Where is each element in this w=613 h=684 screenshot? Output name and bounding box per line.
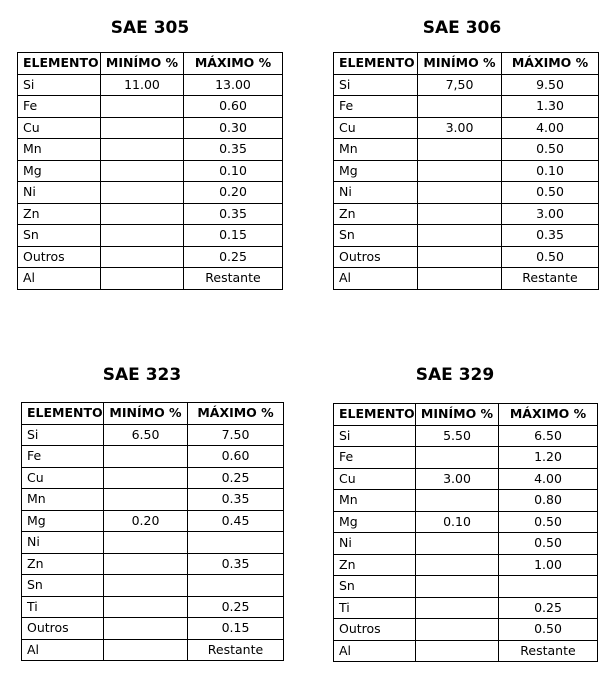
table-row (22, 639, 284, 661)
table-row (18, 246, 283, 268)
table-row (334, 597, 598, 619)
table-row (18, 139, 283, 161)
element-cell: Sn (334, 576, 416, 598)
table-row (18, 74, 283, 96)
table-row (334, 468, 598, 490)
column-header-element: ELEMENTO (22, 403, 104, 425)
min-value-cell (104, 639, 188, 661)
max-value-cell: 0.35 (188, 553, 284, 575)
min-value-cell (104, 575, 188, 597)
max-value-cell: 0.10 (184, 160, 283, 182)
element-cell: Mg (334, 160, 418, 182)
element-cell: Sn (18, 225, 101, 247)
max-value-cell: 0.50 (499, 511, 598, 533)
composition-table-sae-306 (333, 52, 599, 290)
table-row (334, 447, 598, 469)
max-value-cell: 0.25 (188, 596, 284, 618)
table-row (18, 117, 283, 139)
element-cell: Si (18, 74, 101, 96)
element-cell: Ni (334, 533, 416, 555)
composition-table-sae-305 (17, 52, 283, 290)
max-value-cell: 6.50 (499, 425, 598, 447)
table-row (18, 182, 283, 204)
min-value-cell (101, 96, 184, 118)
min-value-cell (416, 554, 499, 576)
min-value-cell (104, 553, 188, 575)
max-value-cell: 0.30 (184, 117, 283, 139)
table-row (18, 96, 283, 118)
element-cell: Fe (18, 96, 101, 118)
table-row (334, 533, 598, 555)
max-value-cell: 4.00 (502, 117, 599, 139)
element-cell: Zn (334, 554, 416, 576)
min-value-cell (418, 225, 502, 247)
element-cell: Cu (22, 467, 104, 489)
min-value-cell: 6.50 (104, 424, 188, 446)
composition-table-sae-323 (21, 402, 284, 661)
table-row (334, 490, 598, 512)
element-cell: Mn (334, 490, 416, 512)
table-row (22, 532, 284, 554)
max-value-cell: 0.15 (188, 618, 284, 640)
table-header-row (334, 53, 599, 75)
table-row (22, 446, 284, 468)
min-value-cell (104, 532, 188, 554)
table-header-row (18, 53, 283, 75)
max-value-cell: 0.60 (184, 96, 283, 118)
element-cell: Mg (18, 160, 101, 182)
min-value-cell (418, 182, 502, 204)
table-row (18, 225, 283, 247)
max-value-cell: 0.45 (188, 510, 284, 532)
max-value-cell: 3.00 (502, 203, 599, 225)
element-cell: Outros (334, 246, 418, 268)
min-value-cell (101, 139, 184, 161)
table-header-row (334, 404, 598, 426)
element-cell: Zn (334, 203, 418, 225)
min-value-cell: 0.10 (416, 511, 499, 533)
element-cell: Sn (22, 575, 104, 597)
min-value-cell (101, 225, 184, 247)
table-title-sae-305: SAE 305 (110, 18, 190, 38)
max-value-cell: 0.80 (499, 490, 598, 512)
max-value-cell: 0.50 (499, 533, 598, 555)
column-header-min: MINÍMO % (416, 404, 499, 426)
max-value-cell: Restante (502, 268, 599, 290)
max-value-cell: 0.25 (184, 246, 283, 268)
element-cell: Outros (22, 618, 104, 640)
max-value-cell: 13.00 (184, 74, 283, 96)
max-value-cell (188, 575, 284, 597)
table-row (334, 640, 598, 662)
min-value-cell: 5.50 (416, 425, 499, 447)
column-header-min: MINÍMO % (104, 403, 188, 425)
table-row (334, 425, 598, 447)
element-cell: Ti (334, 597, 416, 619)
max-value-cell: 1.20 (499, 447, 598, 469)
max-value-cell: 0.15 (184, 225, 283, 247)
table-row (334, 182, 599, 204)
table-row (22, 618, 284, 640)
table-row (334, 619, 598, 641)
column-header-min: MINÍMO % (418, 53, 502, 75)
composition-table-sae-329 (333, 403, 598, 662)
min-value-cell: 0.20 (104, 510, 188, 532)
max-value-cell: 7.50 (188, 424, 284, 446)
table-row (18, 203, 283, 225)
min-value-cell (418, 96, 502, 118)
table-row (334, 246, 599, 268)
min-value-cell (416, 619, 499, 641)
element-cell: Sn (334, 225, 418, 247)
max-value-cell: 0.50 (502, 182, 599, 204)
min-value-cell: 11.00 (101, 74, 184, 96)
min-value-cell (101, 246, 184, 268)
element-cell: Si (334, 74, 418, 96)
column-header-max: MÁXIMO % (499, 404, 598, 426)
element-cell: Zn (22, 553, 104, 575)
column-header-max: MÁXIMO % (502, 53, 599, 75)
min-value-cell (418, 160, 502, 182)
min-value-cell (104, 489, 188, 511)
column-header-element: ELEMENTO (334, 53, 418, 75)
element-cell: Al (18, 268, 101, 290)
element-cell: Ni (22, 532, 104, 554)
max-value-cell: 9.50 (502, 74, 599, 96)
table-row (334, 225, 599, 247)
max-value-cell: 1.00 (499, 554, 598, 576)
table-row (18, 160, 283, 182)
element-cell: Al (22, 639, 104, 661)
element-cell: Ni (18, 182, 101, 204)
min-value-cell: 7,50 (418, 74, 502, 96)
element-cell: Cu (334, 117, 418, 139)
element-cell: Al (334, 268, 418, 290)
min-value-cell (418, 139, 502, 161)
table-row (334, 139, 599, 161)
max-value-cell: 4.00 (499, 468, 598, 490)
min-value-cell (101, 268, 184, 290)
element-cell: Si (22, 424, 104, 446)
min-value-cell (101, 117, 184, 139)
column-header-max: MÁXIMO % (188, 403, 284, 425)
min-value-cell (104, 618, 188, 640)
table-title-sae-323: SAE 323 (102, 365, 182, 385)
column-header-element: ELEMENTO (18, 53, 101, 75)
table-title-sae-329: SAE 329 (415, 365, 495, 385)
max-value-cell: 0.35 (184, 203, 283, 225)
element-cell: Ti (22, 596, 104, 618)
element-cell: Fe (334, 447, 416, 469)
table-row (334, 117, 599, 139)
min-value-cell (416, 576, 499, 598)
table-row (22, 596, 284, 618)
table-row (334, 554, 598, 576)
min-value-cell (416, 490, 499, 512)
table-row (334, 74, 599, 96)
table-row (22, 489, 284, 511)
min-value-cell (101, 203, 184, 225)
max-value-cell: 0.50 (502, 139, 599, 161)
element-cell: Al (334, 640, 416, 662)
element-cell: Mn (22, 489, 104, 511)
element-cell: Mg (334, 511, 416, 533)
element-cell: Mn (18, 139, 101, 161)
max-value-cell: 1.30 (502, 96, 599, 118)
table-row (22, 467, 284, 489)
min-value-cell (101, 182, 184, 204)
max-value-cell: 0.20 (184, 182, 283, 204)
element-cell: Cu (334, 468, 416, 490)
max-value-cell: 0.35 (502, 225, 599, 247)
table-row (334, 576, 598, 598)
table-row (334, 203, 599, 225)
min-value-cell: 3.00 (416, 468, 499, 490)
min-value-cell (104, 446, 188, 468)
max-value-cell: 0.25 (499, 597, 598, 619)
max-value-cell: Restante (184, 268, 283, 290)
element-cell: Cu (18, 117, 101, 139)
element-cell: Mg (22, 510, 104, 532)
max-value-cell: 0.50 (499, 619, 598, 641)
element-cell: Fe (334, 96, 418, 118)
table-row (334, 160, 599, 182)
max-value-cell: 0.10 (502, 160, 599, 182)
table-row (334, 268, 599, 290)
element-cell: Zn (18, 203, 101, 225)
min-value-cell (418, 203, 502, 225)
element-cell: Fe (22, 446, 104, 468)
element-cell: Mn (334, 139, 418, 161)
min-value-cell (418, 246, 502, 268)
min-value-cell (416, 447, 499, 469)
min-value-cell (104, 467, 188, 489)
column-header-min: MINÍMO % (101, 53, 184, 75)
element-cell: Outros (18, 246, 101, 268)
max-value-cell: 0.50 (502, 246, 599, 268)
element-cell: Si (334, 425, 416, 447)
column-header-element: ELEMENTO (334, 404, 416, 426)
min-value-cell (416, 533, 499, 555)
table-row (334, 511, 598, 533)
min-value-cell: 3.00 (418, 117, 502, 139)
max-value-cell (188, 532, 284, 554)
element-cell: Outros (334, 619, 416, 641)
min-value-cell (101, 160, 184, 182)
max-value-cell: 0.60 (188, 446, 284, 468)
table-row (22, 424, 284, 446)
min-value-cell (416, 597, 499, 619)
max-value-cell: Restante (499, 640, 598, 662)
table-row (18, 268, 283, 290)
table-row (22, 510, 284, 532)
element-cell: Ni (334, 182, 418, 204)
column-header-max: MÁXIMO % (184, 53, 283, 75)
max-value-cell: 0.35 (184, 139, 283, 161)
table-header-row (22, 403, 284, 425)
max-value-cell: 0.35 (188, 489, 284, 511)
max-value-cell: Restante (188, 639, 284, 661)
max-value-cell (499, 576, 598, 598)
table-row (22, 553, 284, 575)
min-value-cell (104, 596, 188, 618)
table-title-sae-306: SAE 306 (422, 18, 502, 38)
min-value-cell (416, 640, 499, 662)
min-value-cell (418, 268, 502, 290)
max-value-cell: 0.25 (188, 467, 284, 489)
table-row (334, 96, 599, 118)
table-row (22, 575, 284, 597)
